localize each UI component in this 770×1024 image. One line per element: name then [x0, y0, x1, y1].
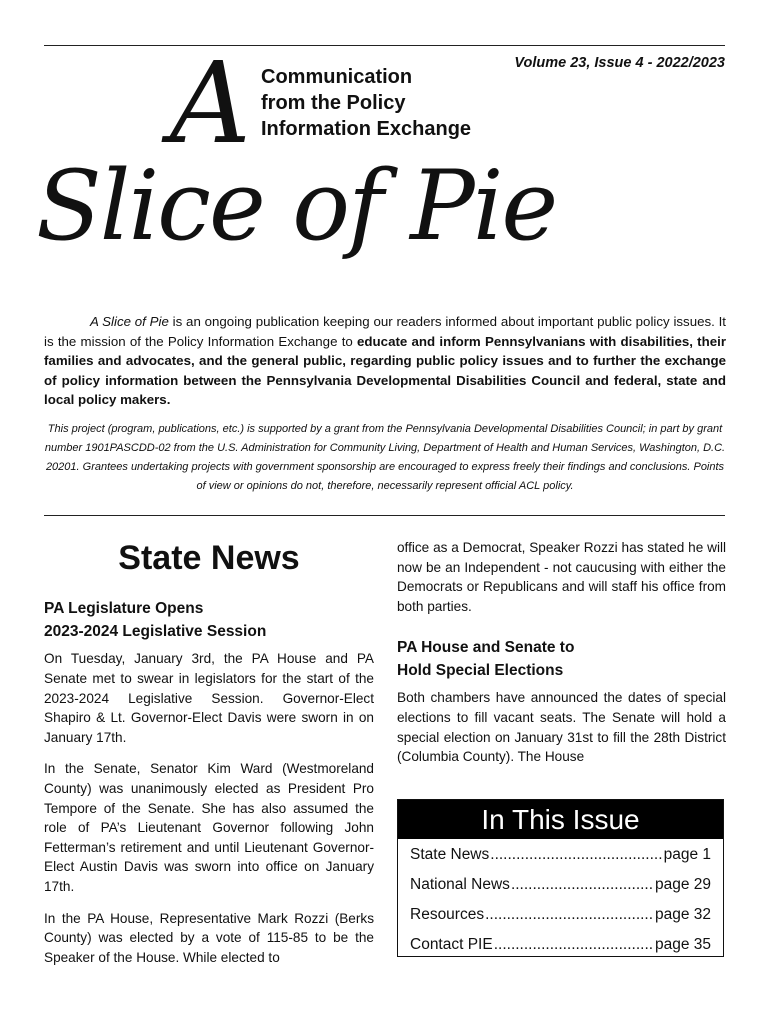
toc-item-resources[interactable] [410, 900, 711, 930]
toc-label: Contact PIE [410, 936, 493, 953]
toc-page: page 32 [654, 906, 711, 923]
article-paragraph: In the PA House, Representative Mark Rozzi (Berks County) was elected by a vote of 115-85 to be the Speaker of the House. While elected to [44, 910, 374, 965]
toc-page: page 1 [663, 846, 711, 863]
article-headline [397, 636, 726, 682]
toc-item-contact-pie[interactable] [410, 930, 711, 960]
left-column [44, 536, 374, 979]
toc-leader [490, 840, 662, 870]
tagline-line: Communication [261, 66, 413, 88]
toc-item-state-news[interactable] [410, 840, 711, 870]
top-rule [44, 45, 725, 46]
mission-goal: educate and inform Pennsylvanians with disabilities, their families and advocates, and the general public, regarding public policy issues and to further the exchange of policy information between the Pennsylvania Developmental Disabilities Council and federal, state and local policy makers. [44, 333, 726, 407]
logo-letter-a: A [170, 39, 251, 169]
article-paragraph: Both chambers have announced the dates of special elections to fill vacant seats. The Senate will hold a special election on January 31st to fill the 28th District (Columbia County). The House [397, 690, 726, 765]
headline-line: Hold Special Elections [397, 662, 564, 680]
logo-title: Slice of Pie [36, 150, 557, 262]
toc-leader [511, 870, 654, 900]
toc-leader [494, 930, 654, 960]
toc-label: State News [410, 846, 490, 863]
mission-statement [44, 312, 726, 410]
tagline [261, 64, 521, 142]
headline-line: 2023-2024 Legislative Session [44, 623, 267, 641]
grant-notice: This project (program, publications, etc.) is supported by a grant from the Pennsylvania Developmental Disabilities Council; in part by grant number 1901PASCDD-02 from the U.S. Administration for Community Living, Department of Health and Human Services, Washington, D.C. 20201. Grantees undertaking projects with government sponsorship are encouraged to express freely their findings and conclusions. Points of view or opinions do not, therefore, necessarily represent official ACL policy. [44, 423, 726, 492]
toc-list [398, 839, 723, 960]
article-headline [44, 597, 374, 643]
tagline-line: from the Policy [261, 92, 406, 114]
in-this-issue-box [397, 799, 724, 957]
toc-label: National News [410, 876, 510, 893]
right-column [397, 538, 726, 779]
section-rule [44, 515, 725, 516]
issue-volume: Volume 23, Issue 4 - 2022/2023 [514, 55, 725, 71]
publication-name: A Slice of Pie [90, 314, 169, 329]
toc-item-national-news[interactable] [410, 870, 711, 900]
mission-text: is an ongoing publication keeping our readers informed about important public policy issues. It is the mission of the Policy Information Exchange to [44, 314, 727, 349]
article-paragraph-continued: office as a Democrat, Speaker Rozzi has stated he will now be an Independent - not caucusing with either the Democrats or Republicans and will staff his office from both parties. [397, 540, 726, 614]
toc-leader [485, 900, 654, 930]
in-this-issue-title: In This Issue [398, 800, 723, 839]
headline-line: PA House and Senate to [397, 639, 575, 657]
toc-page: page 35 [654, 936, 711, 953]
tagline-line: Information Exchange [261, 118, 472, 140]
toc-page: page 29 [654, 876, 711, 893]
headline-line: PA Legislature Opens [44, 600, 204, 618]
article-paragraph: On Tuesday, January 3rd, the PA House and PA Senate met to swear in legislators for the start of the 2023-2024 Legislative Session. Governor-Elect Shapiro & Lt. Governor-Elect Davis were sworn in on January 17th. [44, 651, 374, 745]
section-title: State News [118, 539, 300, 577]
article-paragraph: In the Senate, Senator Kim Ward (Westmoreland County) was unanimously elected as President Pro Tempore of the Senate. She has also assumed the role of PA’s Lieutenant Governor following John Fetterman’s retirement and until Lieutenant Governor-Elect Austin Davis was sworn into office on January 17th. [44, 761, 374, 894]
toc-label: Resources [410, 906, 485, 923]
